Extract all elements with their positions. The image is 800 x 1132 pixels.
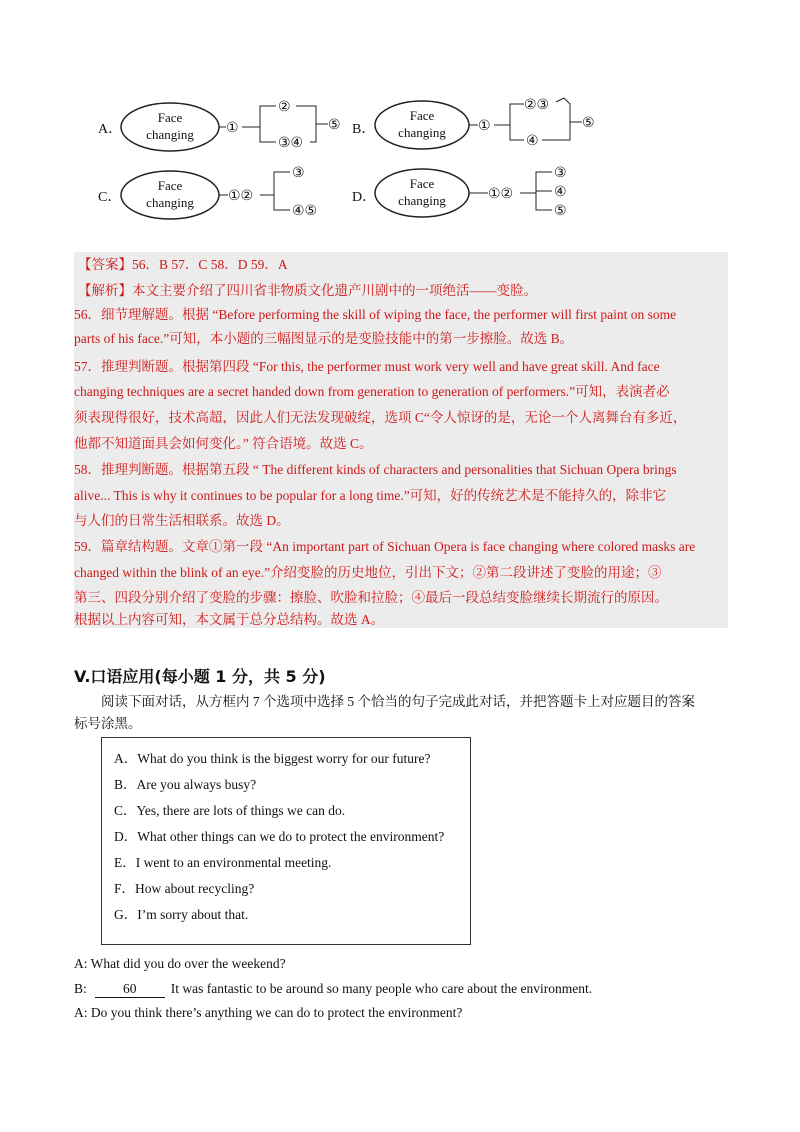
option-c-letter: C． — [98, 190, 122, 205]
instruction-line1: 阅读下面对话，从方框内 7 个选项中选择 5 个恰当的句子完成此对话，并把答题卡上对应题目的答案 — [101, 694, 695, 709]
options-diagrams — [0, 0, 800, 240]
option-box-b: B．Are you always busy? — [114, 777, 257, 792]
option-b-bottom: ④ — [526, 133, 539, 149]
section-title: V.口语应用(每小题 1 分，共 5 分) — [74, 667, 326, 686]
analysis-59-line3: 第三、四段分别介绍了变脸的步骤：擦脸、吹脸和拉脸；④最后一段总结变脸继续长期流行的原因。 — [74, 590, 668, 605]
option-c-top: ③ — [292, 165, 305, 181]
option-box-c: C．Yes, there are lots of things we can do. — [114, 803, 346, 818]
option-c-oval-line2: changing — [146, 195, 194, 210]
option-b-letter: B． — [352, 122, 376, 137]
option-d-diagram — [374, 160, 614, 230]
answer-line: 【答案】56．B 57．C 58．D 59．A — [78, 257, 288, 272]
dialogue-b1 — [74, 981, 592, 998]
dialogue-b1-speaker: B: — [74, 981, 87, 996]
option-b-oval-line2: changing — [398, 125, 446, 140]
dialogue-a1: A: What did you do over the weekend? — [74, 956, 286, 971]
option-c-bottom: ④⑤ — [292, 203, 318, 219]
analysis-58-line3: 与人们的日常生活相联系。故选 D。 — [74, 513, 290, 528]
option-a-oval-line2: changing — [146, 127, 194, 142]
option-b-top: ②③ — [524, 97, 550, 113]
analysis-56-line1: 56．细节理解题。根据 “Before performing the skill of wiping the face, the performer will first paint on some — [74, 307, 677, 322]
option-d-first: ①② — [488, 186, 514, 202]
analysis-57-line2: changing techniques are a secret handed down from generation to generation of performers.”可知，表演者必 — [74, 384, 670, 399]
analysis-intro: 【解析】本文主要介绍了四川省非物质文化遗产川剧中的一项绝活——变脸。 — [78, 283, 537, 298]
option-box-e: E．I went to an environmental meeting. — [114, 855, 332, 870]
analysis-58-line1: 58．推理判断题。根据第五段 “ The different kinds of characters and personalities that Sichuan Opera brings — [74, 462, 677, 477]
option-a-bottom: ③④ — [278, 135, 304, 151]
option-a-top: ② — [278, 99, 291, 115]
option-d-letter: D． — [352, 190, 377, 205]
option-b-diagram — [374, 90, 614, 160]
analysis-56-line2: parts of his face.”可知，本小题的三幅图显示的是变脸技能中的第一步擦脸。故选 B。 — [74, 331, 574, 346]
option-a-oval-line1: Face — [157, 110, 183, 125]
analysis-59-line2: changed within the blink of an eye.”介绍变脸的历史地位，引出下文；②第二段讲述了变脸的用途；③ — [74, 565, 662, 580]
option-box-a: A．What do you think is the biggest worry for our future? — [114, 751, 431, 766]
option-d-branch-3: ⑤ — [554, 203, 567, 219]
option-a-first: ① — [226, 120, 239, 136]
analysis-58-line2: alive... This is why it continues to be popular for a long time.”可知，好的传统艺术是不能持久的，除非它 — [74, 488, 667, 503]
option-box-d: D．What other things can we do to protect the environment? — [114, 829, 445, 844]
option-a-letter: A． — [98, 122, 123, 137]
option-box-g: G．I’m sorry about that. — [114, 907, 249, 922]
answer-blank-60[interactable]: 60 — [95, 981, 165, 998]
option-c-oval-line1: Face — [157, 178, 183, 193]
option-c-diagram — [120, 160, 360, 230]
analysis-59-line1: 59．篇章结构题。文章①第一段 “An important part of Sichuan Opera is face changing where colored masks are — [74, 539, 696, 554]
analysis-57-line1: 57．推理判断题。根据第四段 “For this, the performer must work very well and have great skill. And face — [74, 359, 660, 374]
options-box — [101, 737, 471, 945]
instruction-line2: 标号涂黑。 — [74, 716, 142, 731]
option-d-oval-line1: Face — [409, 176, 435, 191]
option-box-f: F．How about recycling? — [114, 881, 255, 896]
option-d-branch-1: ③ — [554, 165, 567, 181]
option-b-oval-line1: Face — [409, 108, 435, 123]
option-c-first: ①② — [228, 188, 254, 204]
dialogue-b1-text: It was fantastic to be around so many people who care about the environment. — [170, 981, 593, 996]
answer-analysis-block — [74, 252, 728, 628]
analysis-57-line3: 须表现得很好，技术高超，因此人们无法发现破绽，选项 C“令人惊讶的是，无论一个人离舞台有多近， — [74, 410, 687, 425]
analysis-59-line4: 根据以上内容可知，本文属于总分总结构。故选 A。 — [74, 612, 385, 627]
dialogue-a2: A: Do you think there’s anything we can do to protect the environment? — [74, 1005, 463, 1020]
option-a-end: ⑤ — [328, 117, 341, 133]
analysis-57-line4: 他都不知道面具会如何变化。” 符合语境。故选 C。 — [74, 436, 373, 451]
option-d-branch-2: ④ — [554, 184, 567, 200]
option-d-oval-line2: changing — [398, 193, 446, 208]
option-b-end: ⑤ — [582, 115, 595, 131]
option-b-first: ① — [478, 118, 491, 134]
option-a-diagram — [120, 92, 360, 162]
